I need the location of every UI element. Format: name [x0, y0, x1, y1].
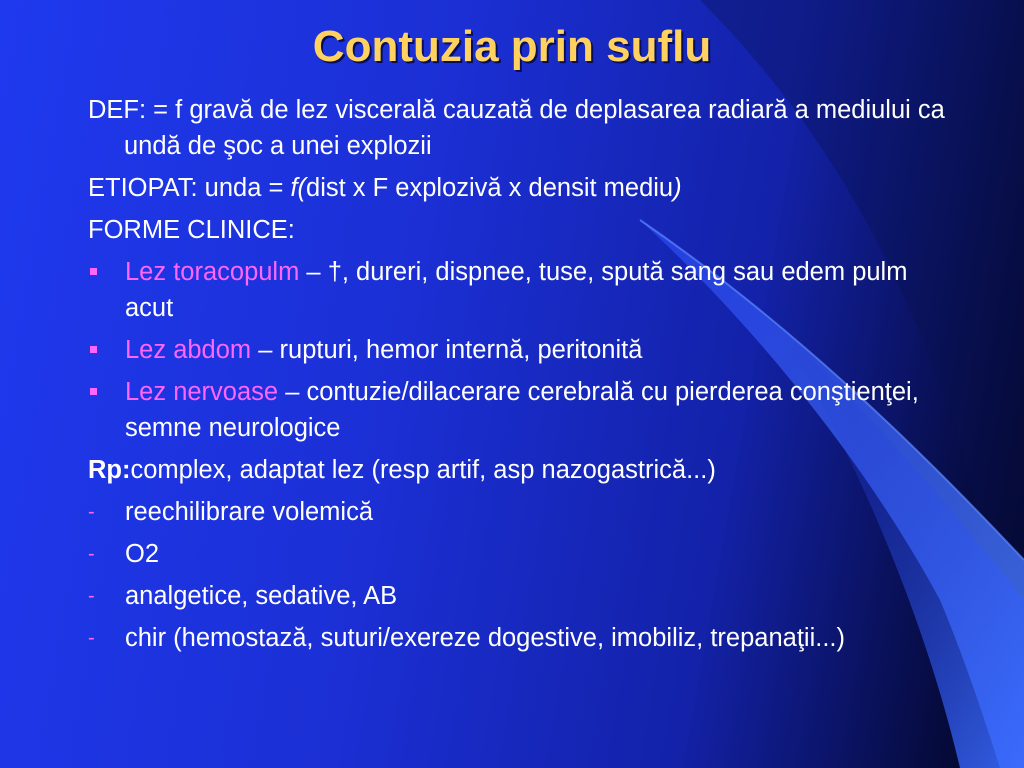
dash-bullet-icon: - — [88, 543, 95, 565]
forme-text: – †, dureri, dispnee, tuse, spută sang sau edem pulm acut — [125, 258, 908, 322]
slide-title: Contuzia prin suflu — [312, 22, 712, 71]
rp-item — [88, 620, 948, 656]
square-bullet-icon — [90, 388, 97, 395]
rp-line — [88, 452, 948, 488]
rp-item — [88, 536, 948, 572]
forme-heading: FORME CLINICE: — [88, 216, 295, 244]
forme-text: – contuzie/dilacerare cerebrală cu pierderea conştienţei, semne neurologice — [125, 378, 919, 442]
forme-item — [88, 374, 948, 446]
forme-text: – rupturi, hemor internă, peritonită — [251, 336, 643, 364]
forme-term: Lez nervoase — [125, 378, 279, 406]
definition-text: DEF: = f gravă de lez viscerală cauzată de deplasarea radiară a mediului ca undă de şoc a unei explozii — [88, 96, 945, 160]
rp-item-text: reechilibrare volemică — [125, 498, 374, 526]
dash-bullet-icon: - — [88, 585, 95, 607]
square-bullet-icon — [90, 346, 97, 353]
etiopat-label: ETIOPAT: unda = — [88, 174, 291, 202]
etiopat-func: f( — [290, 174, 307, 202]
etiopat-close: ) — [673, 174, 682, 202]
rp-item-text: O2 — [125, 540, 160, 568]
etiopat-line — [88, 170, 948, 206]
rp-item-text: chir (hemostază, suturi/exereze dogestive, imobiliz, trepanaţii...) — [125, 624, 845, 652]
dash-bullet-icon: - — [88, 501, 95, 523]
etiopat-expr: dist x F explozivă x densit mediu — [306, 174, 674, 202]
forme-term: Lez toracopulm — [125, 258, 300, 286]
rp-text: complex, adaptat lez (resp artif, asp nazogastrică...) — [130, 456, 716, 484]
forme-item — [88, 332, 948, 368]
rp-item — [88, 494, 948, 530]
slide-body — [88, 92, 948, 662]
rp-label: Rp: — [88, 456, 131, 484]
forme-item — [88, 254, 948, 326]
rp-item-text: analgetice, sedative, AB — [125, 582, 398, 610]
dash-bullet-icon: - — [88, 627, 95, 649]
forme-term: Lez abdom — [125, 336, 252, 364]
square-bullet-icon — [90, 268, 97, 275]
rp-item — [88, 578, 948, 614]
